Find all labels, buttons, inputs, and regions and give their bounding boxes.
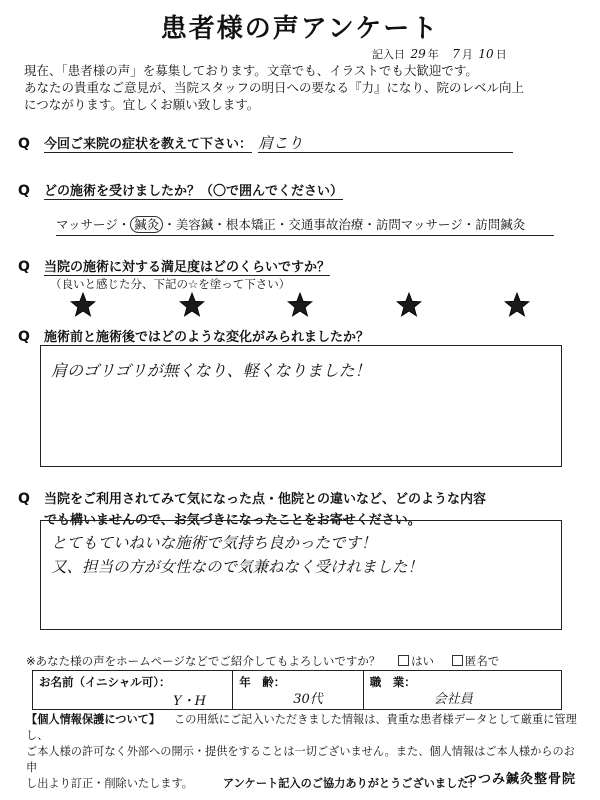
intro-line: あなたの貴重なご意見が、当院スタッフの明日への要なる『力』になり、院のレベル向上 [24, 80, 525, 95]
option-massage[interactable]: マッサージ [56, 217, 118, 232]
privacy-title: 【個人情報保護について】 [26, 713, 161, 726]
question-mark: Q [18, 259, 30, 275]
star-icon[interactable] [179, 292, 205, 318]
intro-line: につながります。宜しくお願い致します。 [24, 97, 260, 112]
option-separator: ・ [275, 217, 289, 232]
option-home-acupuncture[interactable]: 訪問鍼灸 [475, 217, 526, 232]
date-day-unit: 日 [495, 48, 507, 61]
date-day: 10 [478, 47, 494, 61]
date-label: 記入日 [372, 48, 405, 61]
name-cell[interactable] [33, 671, 233, 709]
question-change [18, 326, 369, 345]
option-acupuncture-selected[interactable]: 鍼灸 [130, 216, 163, 233]
privacy-line: この用紙にご記入いただきました情報は、貴重な患者様データとして厳重に管理し、 [26, 713, 577, 742]
question-text: 今回ご来院の症状を教えて下さい： [44, 133, 252, 153]
permission-yes-label: はい [411, 654, 435, 668]
question-text: 施術前と施術後ではどのような変化がみられましたか？ [44, 330, 370, 345]
privacy-line: し出より訂正・削除いたします。 [26, 777, 193, 790]
question-treatment [18, 180, 343, 199]
survey-title: 患者様の声アンケート [160, 14, 440, 44]
job-label: 職 業： [369, 675, 416, 689]
star-icon[interactable] [287, 292, 313, 318]
option-root-correction[interactable]: 根本矯正 [225, 217, 276, 232]
question-symptoms [18, 132, 513, 153]
checkbox-icon [398, 655, 409, 666]
symptom-answer[interactable]: 肩こり [258, 134, 513, 153]
thanks-message: アンケート記入のご協力ありがとうございました！ [222, 777, 480, 790]
job-value: 会社員 [433, 692, 473, 707]
feedback-answer-line: 又、担当の方が女性なので気兼ねなく受けれました！ [51, 558, 424, 576]
option-separator: ・ [117, 217, 131, 232]
feedback-answer-line: とてもていねいな施術で気持ち良かったです！ [51, 534, 377, 552]
age-cell[interactable] [233, 671, 364, 709]
permission-anonymous[interactable] [452, 653, 500, 669]
age-label: 年 齢： [239, 675, 286, 689]
permission-anonymous-label: 匿名で [464, 654, 500, 668]
treatment-options [56, 215, 554, 236]
privacy-line: ご本人様の許可なく外部への開示・提供をすることは一切ございません。また、個人情報はご本人様からのお申 [26, 745, 575, 774]
change-answer-box[interactable] [40, 345, 562, 467]
name-label: お名前（イニシャル可）： [39, 675, 171, 689]
change-answer: 肩のゴリゴリが無くなり、軽くなりました！ [51, 361, 371, 380]
rating-stars [40, 292, 560, 318]
date-month-unit: 月 [461, 48, 473, 61]
job-cell[interactable] [364, 671, 561, 709]
permission-yes[interactable] [398, 653, 434, 669]
option-separator: ・ [163, 217, 176, 232]
question-text-continued: でも構いませんので、お気づきになったことをお寄せください。 [44, 513, 421, 528]
intro-line: 現在、「患者様の声」を募集しております。文章でも、イラストでも大歓迎です。 [24, 63, 478, 78]
star-icon[interactable] [70, 292, 96, 318]
name-value: Y・H [173, 694, 206, 709]
question-satisfaction [18, 256, 330, 275]
option-beauty-acupuncture[interactable]: 美容鍼 [175, 217, 214, 232]
question-text: どの施術を受けましたか？（〇で囲んでください） [44, 184, 344, 199]
intro-text [24, 62, 584, 113]
question-mark: Q [18, 136, 30, 152]
question-mark: Q [18, 329, 30, 345]
checkbox-icon [452, 655, 463, 666]
option-separator: ・ [462, 217, 476, 232]
option-separator: ・ [363, 217, 376, 232]
option-home-massage[interactable]: 訪問マッサージ [375, 217, 463, 232]
option-separator: ・ [213, 217, 226, 232]
clinic-name: つつみ鍼灸整骨院 [463, 772, 576, 787]
permission-question: ※あなた様の声をホームページなどでご紹介してもよろしいですか？ [26, 654, 381, 668]
question-text: 当院をご利用されてみて気になった点・他院との違いなど、どのような内容 [44, 492, 487, 507]
entry-date [372, 46, 507, 62]
star-icon[interactable] [504, 292, 530, 318]
age-value: 30代 [293, 692, 323, 707]
question-mark: Q [18, 491, 30, 507]
question-mark: Q [18, 183, 30, 199]
publish-permission [26, 653, 499, 669]
question-text: 当院の施術に対する満足度はどのくらいですか？ [44, 260, 331, 275]
option-traffic-accident[interactable]: 交通事故治療 [288, 217, 364, 232]
satisfaction-note: （良いと感じた分、下記の☆を塗って下さい） [50, 277, 291, 291]
date-year: 29 [410, 47, 426, 61]
feedback-answer-box[interactable] [40, 520, 562, 630]
date-year-unit: 年 [427, 48, 439, 61]
respondent-info [32, 670, 562, 710]
star-icon[interactable] [396, 292, 422, 318]
date-month: 7 [452, 47, 460, 61]
